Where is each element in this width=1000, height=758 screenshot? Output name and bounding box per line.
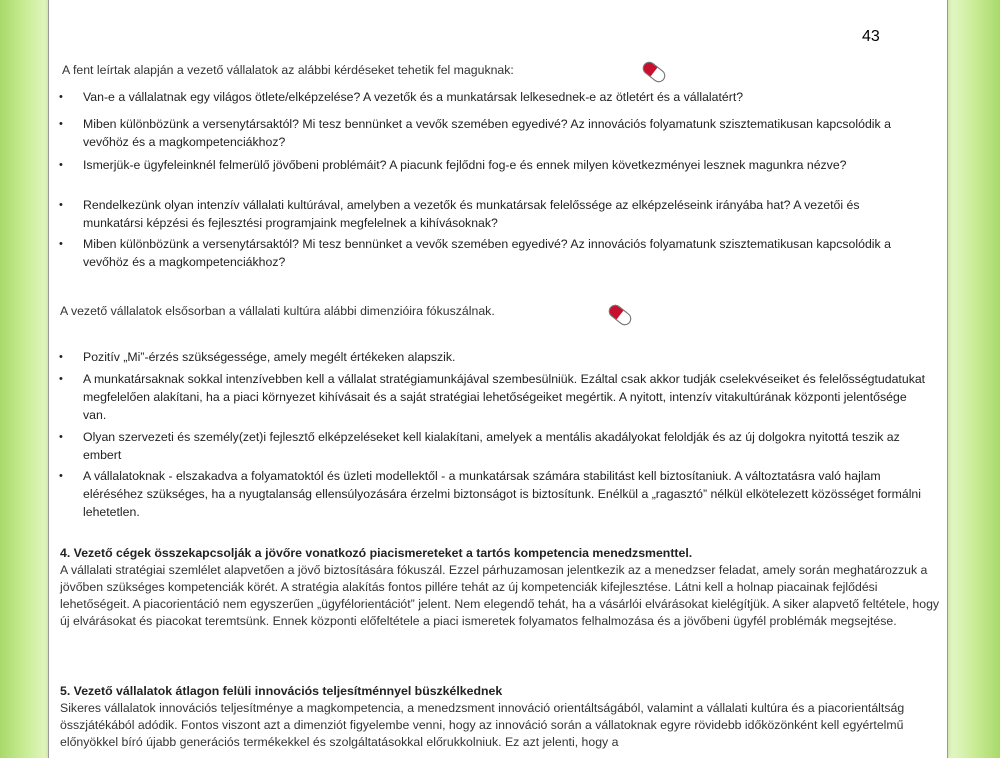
pill-icon [639,58,669,86]
questions-intro: A fent leírtak alapján a vezető vállalatok az alábbi kérdéseket tehetik fel maguknak: [62,63,514,77]
page-number: 43 [862,28,880,45]
section-5-heading: 5. Vezető vállalatok átlagon felüli innovációs teljesítménnyel büszkélkednek [60,684,503,698]
list-item: • Van-e a vállalatnak egy világos ötlete/elképzelése? A vezetők és a munkatársak lelkesednek-e az ötletért és a vállalatért? [57,88,923,106]
culture-intro: A vezető vállalatok elsősorban a vállalati kultúra alábbi dimenzióira fókuszálnak. [60,304,495,318]
document-page [48,0,948,758]
section-4-body: A vállalati stratégiai szemlélet alapvetően a jövő biztosítására fókuszál. Ezzel párhuzamosan jelentkezik az a menedzser feladat, amely során meghatározzuk a jövőben szükséges kompetenciák körét. A stratégia alakítás fontos pillére tehát az új kompetenciák kifejlesztése. Látni kell a holnap piacainak fejlődési lehetőségeit. A piacorientáció nem egyszerűen „ügyfélorientációt” jelent. Nem elegendő tehát, ha a vásárlói elvárásokat kielégítjük. A siker alapvető feltétele, hogy új elvárásokat és piacokat teremtsünk. Ennek központi előfeltétele a piaci ismeretek folyamatos felhalmozása és a jövőbeni ügyfél problémák megsejtése. [60,563,940,628]
list-item: • A munkatársaknak sokkal intenzívebben kell a vállalat stratégiamunkájával szembesülniük. Ezáltal csak akkor tudják cselekvéseiket és felelősségtudatukat megfelelően alakítani, ha a piaci környezet kihívásait és a saját stratégiai lehetőségeiket megértik. A nyitott, intenzív vitakultúrának központi jelentősége van. [57,370,927,424]
section-4 [60,545,940,630]
list-item: • Miben különbözünk a versenytársaktól? Mi tesz bennünket a vevők szemében egyedivé? Az innovációs folyamatunk szisztematikusan kapcsolódik a vevőhöz és a magkompetenciákhoz? [57,115,923,151]
list-item: • Ismerjük-e ügyfeleinknél felmerülő jövőbeni problémáit? A piacunk fejlődni fog-e és ennek milyen következményei lesznek magunkra nézve? [57,156,923,174]
list-item: • Pozitív „Mi”-érzés szükségessége, amely megélt értékeken alapszik. [57,348,927,366]
section-5-body: Sikeres vállalatok innovációs teljesítménye a magkompetencia, a menedzsment innováció orientáltságából, valamint a vállalati kultúra és a piacorientáltság összjátékából adódik. Fontos viszont azt a dimenziót figyelembe venni, hogy az innováció során a vállatoknak egyre rövidebb időközönként kell egyértelmű előnyökkel bíró újabb generációs termékekkel és szolgáltatásokkal előrukkolniuk. Ez azt jelenti, hogy a [60,701,905,749]
section-5 [60,683,940,751]
pill-icon [605,301,635,329]
section-4-heading: 4. Vezető cégek összekapcsolják a jövőre vonatkozó piacismereteket a tartós kompetencia menedzsmenttel. [60,546,693,560]
list-item: • Olyan szervezeti és személy(zet)i fejlesztő elképzeléseket kell kialakítani, amelyek a mentális akadályokat feloldják és az új dolgokra nyitottá teszik az embert [57,428,927,464]
list-item: • Rendelkezünk olyan intenzív vállalati kultúrával, amelyben a vezetők és munkatársak felelőssége az elképzeléseink irányába hat? A vezetői és munkatársi képzési és fejlesztési programjaink megfelelnek a kihívásoknak? [57,196,923,232]
list-item: • A vállalatoknak - elszakadva a folyamatoktól és üzleti modellektől - a munkatársak számára stabilitást kell biztosítaniuk. A változtatásra való hajlam eléréséhez szükséges, ha a nyugtalanság ellensúlyozására érzelmi biztonságot is biztosítunk. Enélkül a „ragasztó” nélkül elkötelezett közösséget formálni lehetetlen. [57,467,927,521]
list-item: • Miben különbözünk a versenytársaktól? Mi tesz bennünket a vevők szemében egyedivé? Az innovációs folyamatunk szisztematikusan kapcsolódik a vevőhöz és a magkompetenciákhoz? [57,235,923,271]
